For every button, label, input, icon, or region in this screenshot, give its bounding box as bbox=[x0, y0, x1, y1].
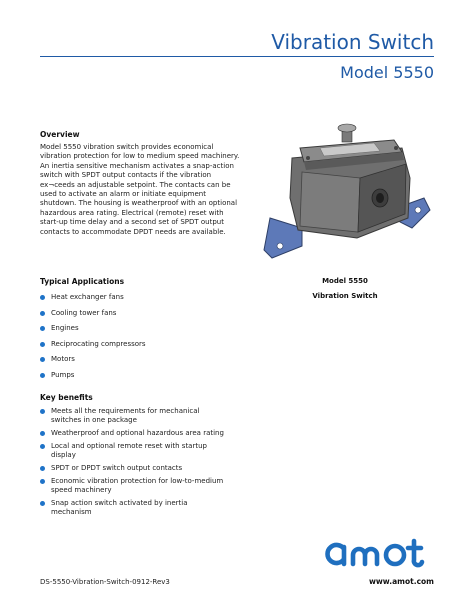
list-item: Heat exchanger fans bbox=[40, 293, 240, 302]
applications-list bbox=[40, 293, 240, 387]
vibration-switch-image bbox=[262, 118, 432, 268]
overview-heading: Overview bbox=[40, 130, 80, 139]
list-item: Local and optional remote reset with startup display bbox=[40, 442, 230, 460]
overview-text: Model 5550 vibration switch provides economical vibration protection for low to medium speed machinery. An inertia sensitive mechanism activates a snap-action switch with SPDT output contacts if the vibration ex¬ceeds an adjustable setpoint. The contacts can be used to activate an alarm or initiate equipment shutdown. The housing is weatherproof with an optional hazardous area rating. Electrical (remote) reset with start-up time delay and a second set of SPDT output contacts to accommodate DPDT needs are available. bbox=[40, 143, 240, 236]
bullet-icon bbox=[40, 431, 45, 436]
list-item: Pumps bbox=[40, 371, 240, 380]
bullet-icon bbox=[40, 326, 45, 331]
bullet-icon bbox=[40, 479, 45, 484]
benefits-heading: Key benefits bbox=[40, 393, 93, 402]
list-item: Economic vibration protection for low-to-medium speed machinery bbox=[40, 477, 230, 495]
document-title: Vibration Switch bbox=[271, 30, 434, 54]
list-item: Meets all the requirements for mechanical switches in one package bbox=[40, 407, 230, 425]
bullet-icon bbox=[40, 295, 45, 300]
website-link[interactable]: www.amot.com bbox=[368, 577, 434, 586]
list-item: Weatherproof and optional hazardous area rating bbox=[40, 429, 230, 438]
list-item: Snap action switch activated by inertia mechanism bbox=[40, 499, 230, 517]
bullet-icon bbox=[40, 466, 45, 471]
list-item: Cooling tower fans bbox=[40, 309, 240, 318]
title-rule bbox=[40, 56, 434, 57]
image-caption-line1: Model 5550 bbox=[322, 277, 368, 285]
list-item: Engines bbox=[40, 324, 240, 333]
amot-logo bbox=[322, 535, 436, 571]
document-id: DS-5550-Vibration-Switch-0912-Rev3 bbox=[40, 578, 170, 586]
list-item: Motors bbox=[40, 355, 240, 364]
bullet-icon bbox=[40, 409, 45, 414]
bullet-icon bbox=[40, 311, 45, 316]
document-subtitle: Model 5550 bbox=[340, 63, 434, 82]
list-item: SPDT or DPDT switch output contacts bbox=[40, 464, 230, 473]
bullet-icon bbox=[40, 342, 45, 347]
bullet-icon bbox=[40, 501, 45, 506]
image-caption-line2: Vibration Switch bbox=[312, 292, 378, 300]
benefits-list bbox=[40, 407, 230, 521]
applications-heading: Typical Applications bbox=[40, 277, 125, 286]
bullet-icon bbox=[40, 444, 45, 449]
bullet-icon bbox=[40, 357, 45, 362]
list-item: Reciprocating compressors bbox=[40, 340, 240, 349]
bullet-icon bbox=[40, 373, 45, 378]
